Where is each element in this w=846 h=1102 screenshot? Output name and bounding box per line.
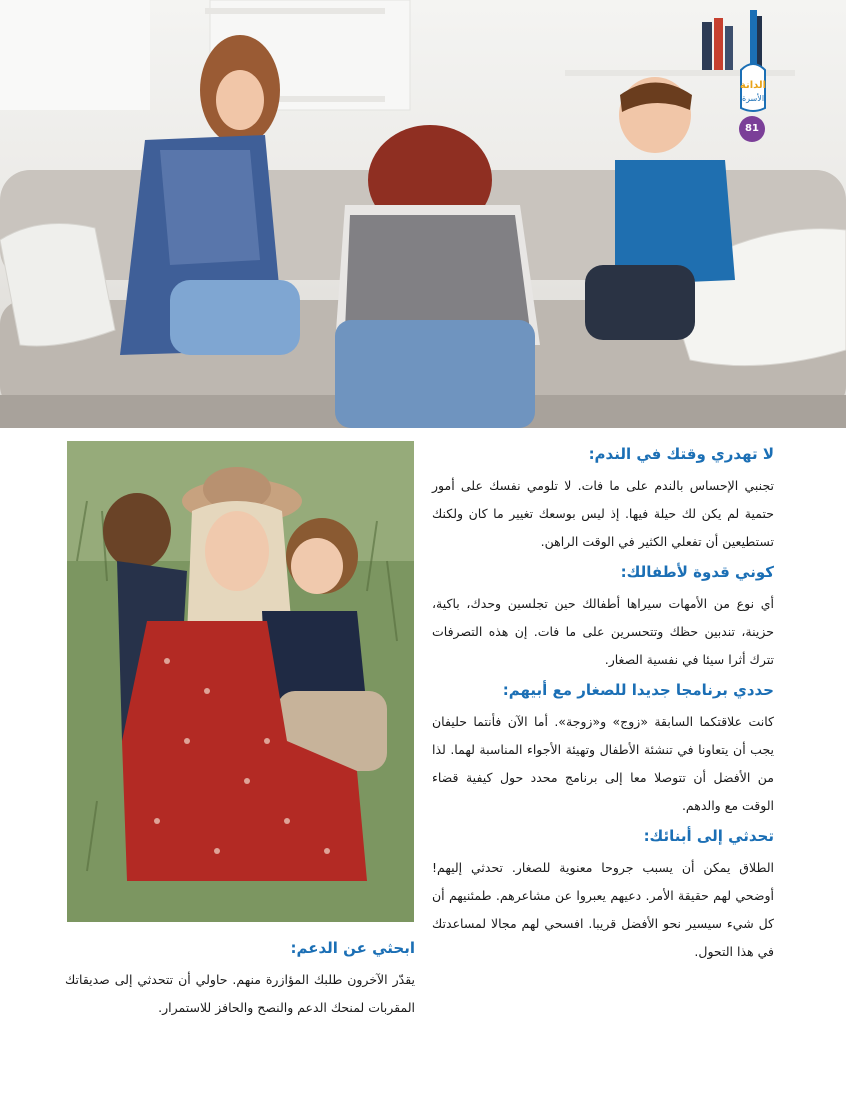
section-heading: كوني قدوة لأطفالك: (620, 563, 774, 581)
section-heading: لا تهدري وقتك في الندم: (588, 445, 774, 463)
section-body: أي نوع من الأمهات سيراها أطفالك حين تجلسين وحدك، باكية، حزينة، تندبين حظك وتتحسرين على ما فات. إن هذه التصرفات تترك أثرا سيئا في نفسية الصغار. (432, 596, 774, 667)
section-body: كانت علاقتكما السابقة «زوج» و«زوجة». أما الآن فأنتما حليفان يجب أن يتعاونا في تنشئة الأطفال وتهيئة الأجواء المناسبة لهما. لذا من الأفضل أن تتوصلا معا إلى برنامج محدد حول كيفية قضاء الوقت مع والدهم. (432, 714, 774, 813)
section-body: يقدّر الآخرون طلبك المؤازرة منهم. حاولي أن تتحدثي إلى صديقاتك المقربات لمنحك الدعم والنصح والحافز للاستمرار. (65, 972, 415, 1015)
section-body: الطلاق يمكن أن يسبب جروحا معنوية للصغار. تحدثي إليهم! أوضحي لهم حقيقة الأمر. دعيهم يعبروا عن مشاعرهم. طمئنيهم أن كل شيء سيسير نحو الأفضل قريبا. افسحي لهم مجالا لمساعدتك في هذا التحول. (432, 860, 774, 959)
section-heading: حددي برنامجا جديدا للصغار مع أبيهم: (502, 681, 774, 699)
section-heading: ابحثي عن الدعم: (290, 939, 415, 957)
magazine-logo: الدانة (739, 80, 767, 91)
section-body: تجنبي الإحساس بالندم على ما فات. لا تلومي نفسك على أمور حتمية لم يكن لك حيلة فيها. إذ ليس بوسعك تغيير ما كان ولكنك تستطيعين أن تفعلي الكثير في الوقت الراهن. (432, 478, 774, 549)
section-label: الأسرة (741, 94, 765, 103)
magazine-badge (733, 10, 773, 138)
hero-photo (0, 0, 846, 428)
section-heading: تحدثي إلى أبنائك: (643, 827, 774, 845)
article-right-column (432, 442, 774, 970)
hero-illustration (0, 0, 846, 428)
side-illustration (67, 441, 414, 922)
side-photo (67, 441, 414, 922)
page-number: 81 (739, 116, 765, 142)
article-left-column (65, 936, 415, 1026)
